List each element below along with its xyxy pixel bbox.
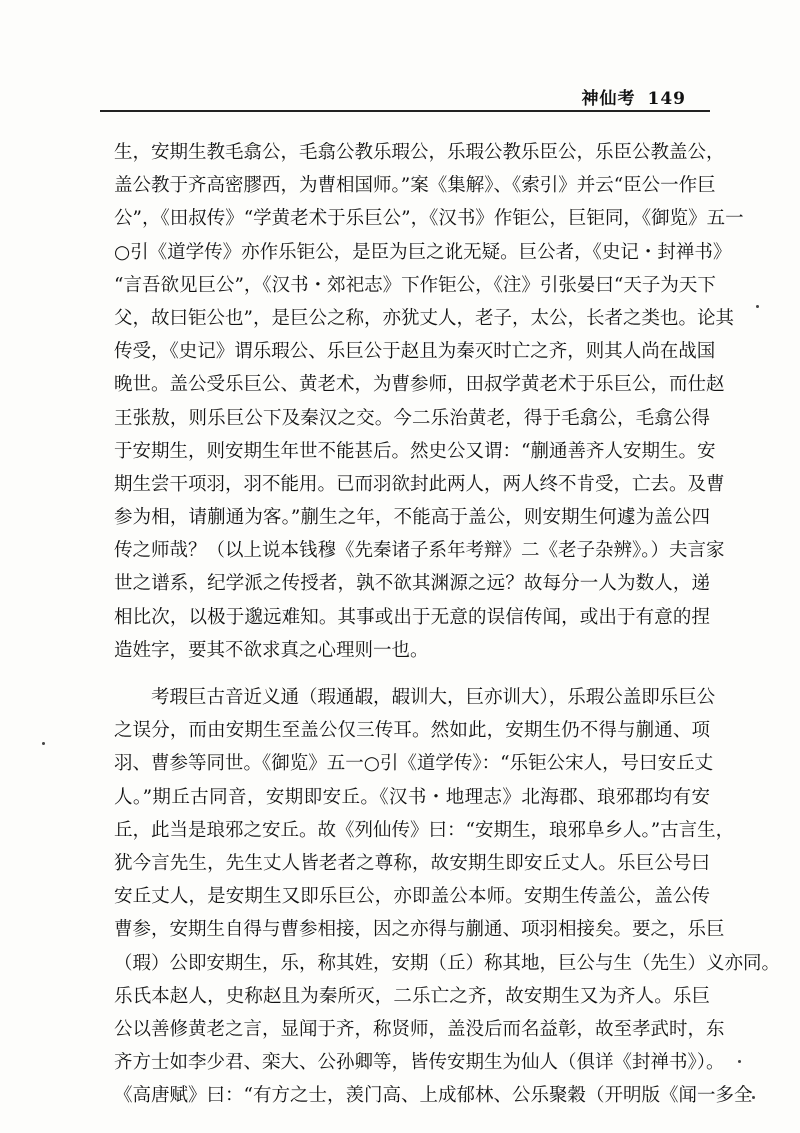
paragraph-gap (114, 667, 710, 681)
text-line: 公”，《田叔传》“学黄老术于乐巨公”，《汉书》作钜公，巨钜同，《御览》五一 (114, 208, 744, 230)
text-line: 于安期生，则安期生年世不能甚后。然史公又谓：“蒯通善齐人安期生。安 (114, 440, 716, 462)
text-line: 盖公教于齐高密膠西，为曹相国师。”案《集解》、《索引》并云“臣公一作巨 (114, 175, 716, 197)
text-line: 世之谱系，纪学派之传授者，孰不欲其渊源之远？故每分一人为数人，递 (114, 573, 710, 595)
text-line: “言吾欲见巨公”，《汉书・郊祀志》下作钜公，《注》引张晏曰“天子为天下 (114, 274, 716, 296)
text-line: 相比次，以极于邈远难知。其事或出于无意的误信传闻，或出于有意的捏 (114, 606, 710, 628)
text-line: 人。”期丘古同音，安期即安丘。《汉书・地理志》北海郡、琅邪郡均有安 (114, 786, 710, 808)
text-line: 《高唐赋》曰：“有方之士，羡门高、上成郁林、公乐聚穀（开明版《闻一多全 (114, 1085, 753, 1107)
text-line: 传受，《史记》谓乐瑕公、乐巨公于赵且为秦灭时亡之齐，则其人尚在战国 (114, 341, 716, 363)
body-text (114, 136, 781, 1112)
paragraph (114, 681, 781, 1112)
text-line: ○引《道学传》亦作乐钜公，是臣为巨之讹无疑。巨公者，《史记・封禅书》 (114, 241, 732, 263)
text-line: 期生尝干项羽，羽不能用。已而羽欲封此两人，两人终不肯受，亡去。及曹 (114, 473, 725, 495)
header-rule (100, 110, 710, 112)
text-line: （瑕）公即安期生，乐，称其姓，安期（丘）称其地，巨公与生（先生）义亦同。 (114, 952, 781, 974)
text-line: 曹参，安期生自得与曹参相接，因之亦得与蒯通、项羽相接矣。要之，乐巨 (114, 919, 725, 941)
text-line: 王张敖，则乐巨公下及秦汉之交。今二乐治黄老，得于毛翕公，毛翕公得 (114, 407, 710, 429)
text-line: 父，故曰钜公也”，是巨公之称，亦犹丈人，老子，太公，长者之类也。论其 (114, 307, 734, 329)
text-line: 丘，此当是琅邪之安丘。故《列仙传》曰：“安期生，琅邪阜乡人。”古言生， (114, 819, 735, 841)
scan-speck (738, 1060, 741, 1063)
text-line: 乐氏本赵人，史称赵且为秦所灭，二乐亡之齐，故安期生又为齐人。乐巨 (114, 985, 710, 1007)
text-line: 犹今言先生，先生丈人皆老者之尊称，故安期生即安丘丈人。乐巨公号曰 (114, 852, 710, 874)
page-number: 149 (647, 89, 686, 109)
text-line: 晚世。盖公受乐巨公、黄老术，为曹参师，田叔学黄老术于乐巨公，而仕赵 (114, 374, 725, 396)
text-line: 安丘丈人，是安期生又即乐巨公，亦即盖公本师。安期生传盖公，盖公传 (114, 886, 710, 908)
scan-speck (42, 742, 45, 745)
text-line: 生，安期生教毛翕公，毛翕公教乐瑕公，乐瑕公教乐臣公，乐臣公教盖公， (114, 142, 725, 163)
running-title: 神仙考 (581, 89, 636, 109)
text-line: 齐方士如李少君、栾大、公孙卿等，皆传安期生为仙人（俱详《封禅书》）。 (114, 1052, 725, 1074)
text-line: 参为相，请蒯通为客。”蒯生之年，不能高于盖公，则安期生何遽为盖公四 (114, 507, 710, 529)
paragraph (114, 136, 744, 667)
text-line: 造姓字，要其不欲求真之心理则一也。 (114, 639, 429, 661)
text-line: 公以善修黄老之言，显闻于齐，称贤师，盖没后而名益彰，故至孝武时，东 (114, 1018, 725, 1040)
text-line: 之误分，而由安期生至盖公仅三传耳。然如此，安期生仍不得与蒯通、项 (114, 720, 710, 742)
text-line: 羽、曹参等同世。《御览》五一○引《道学传》：“乐钜公宋人，号曰安丘丈 (114, 753, 714, 775)
text-line: 考瑕巨古音近义通（瑕通嘏，嘏训大，巨亦训大），乐瑕公盖即乐巨公 (151, 687, 716, 708)
text-line: 传之师哉？（以上说本钱穆《先秦诸子系年考辩》二《老子杂辨》。）夫言家 (114, 540, 725, 562)
scan-speck (752, 1096, 755, 1099)
scan-speck (756, 305, 759, 308)
page-header (100, 80, 710, 110)
running-head (582, 84, 687, 109)
